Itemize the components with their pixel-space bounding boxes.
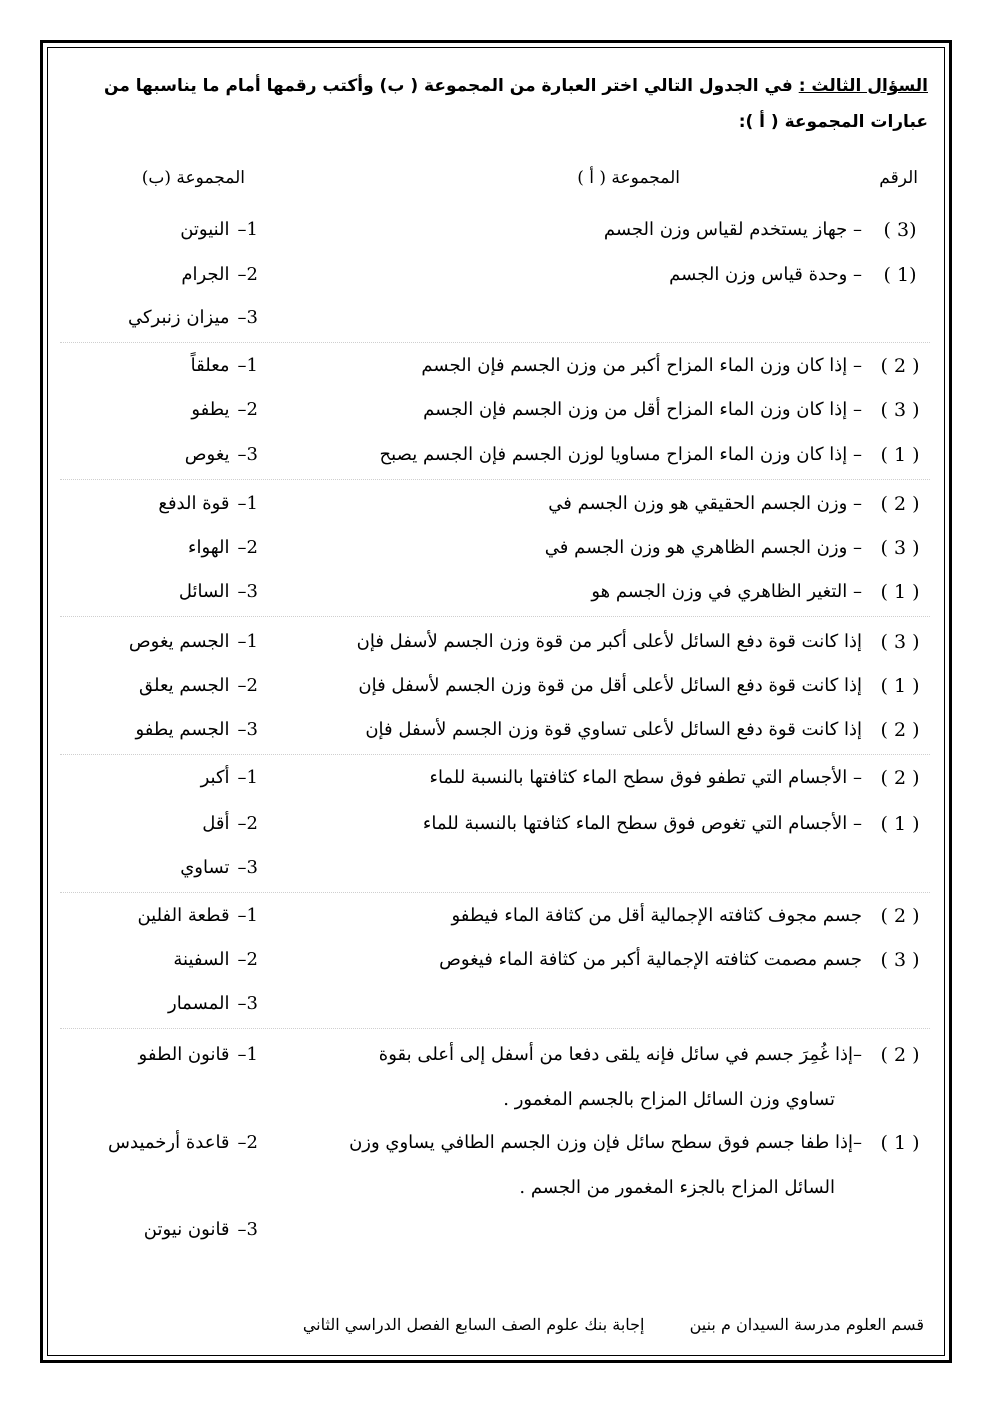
option-b [188,526,258,570]
option-b [144,1208,258,1252]
option-b-text: يغوص [184,444,230,465]
option-b [201,756,258,800]
option-b-text: قانون الطفو [138,1044,230,1065]
table-row [60,344,930,388]
option-b-number: 1– [237,219,258,240]
table-row [60,846,930,890]
statement-a: جسم مصمت كثافته الإجمالية أكبر من كثافة الماء فيغوص [439,949,862,970]
option-b-number: 3– [237,719,258,740]
group-divider [60,342,930,343]
option-b [173,938,258,982]
header-number: الرقم [879,168,918,188]
option-b-number: 3– [237,444,258,465]
group-divider [60,479,930,480]
answer-number: (1 ) [883,264,917,286]
option-b-text: يطفو [191,399,230,420]
option-b-number: 1– [237,1044,258,1065]
statement-a: – وزن الجسم الحقيقي هو وزن الجسم في [548,493,862,514]
option-b-number: 3– [237,307,258,328]
option-b-text: ميزان زنبركي [127,307,230,328]
option-b-number: 2– [237,399,258,420]
option-b [181,253,258,297]
option-b [191,344,258,388]
option-b-text: معلقاً [190,355,230,376]
statement-a: –إذا طفا جسم فوق سطح سائل فإن وزن الجسم الطافي يساوي وزن [349,1132,862,1153]
answer-number: ( 2 ) [880,355,920,377]
option-b-text: الجسم يطفو [135,719,230,740]
page-footer [303,1315,924,1334]
footer-department: قسم العلوم مدرسة السيدان م بنين [689,1315,924,1334]
option-b [202,802,258,846]
option-b [139,1033,258,1077]
question-label: السؤال الثالث : [798,76,928,96]
statement-a: – الأجسام التي تطفو فوق سطح الماء كثافتها بالنسبة للماء [429,767,862,788]
table-row [60,894,930,938]
answer-number: ( 2 ) [880,493,920,515]
option-b [108,1121,258,1165]
option-b-number: 1– [237,767,258,788]
group-divider [60,892,930,893]
option-b-text: المسمار [168,993,230,1014]
question-heading [58,68,930,140]
table-row [60,756,930,800]
option-b-number: 2– [237,949,258,970]
header-group-b: المجموعة (ب) [141,168,245,188]
answer-number: ( 2 ) [880,1044,920,1066]
answer-number: ( 1 ) [880,675,920,697]
answer-number: ( 1 ) [880,813,920,835]
group-divider [60,616,930,617]
option-b-number: 3– [237,1219,258,1240]
answer-number: ( 2 ) [880,905,920,927]
table-row [60,208,930,252]
table-row [60,570,930,614]
question-text-1: في الجدول التالي اختر العبارة من المجموعة ( ب) وأكتب رقمها أمام ما يناسبها من [104,76,793,96]
header-group-a: المجموعة ( أ ) [577,168,680,188]
statement-a: – التغير الظاهري في وزن الجسم هو [591,581,862,602]
group-divider [60,1028,930,1029]
option-b [180,846,258,890]
option-b-text: الهواء [188,537,230,558]
option-b [179,570,258,614]
table-row [60,388,930,432]
statement-a-continuation: تساوي وزن السائل المزاح بالجسم المغمور . [503,1089,835,1110]
statement-a: – إذا كان وزن الماء المزاح أكبر من وزن الجسم فإن الجسم [421,355,862,376]
option-b-number: 3– [237,857,258,878]
option-b [139,664,258,708]
option-b-text: أقل [202,813,230,834]
statement-a: – إذا كان وزن الماء المزاح أقل من وزن الجسم فإن الجسم [423,399,862,420]
statement-a: إذا كانت قوة دفع السائل لأعلى أكبر من قوة وزن الجسم لأسفل فإن [356,631,862,652]
statement-a-continuation: السائل المزاح بالجزء المغمور من الجسم . [519,1177,835,1198]
answer-number: ( 2 ) [880,719,920,741]
table-row [60,253,930,297]
table-row [60,1033,930,1077]
option-b [180,208,258,252]
option-b-number: 2– [237,264,258,285]
table-row [60,433,930,477]
table-row [60,708,930,752]
table-row [60,1208,930,1252]
statement-a: –إذا غُمِرَ جسم في سائل فإنه يلقى دفعا من أسفل إلى أعلى بقوة [378,1044,862,1065]
answer-number: ( 3 ) [880,631,920,653]
answer-number: ( 3 ) [880,399,920,421]
table-row [60,982,930,1026]
question-line-2: عبارات المجموعة ( أ ): [738,112,928,132]
option-b-number: 3– [237,581,258,602]
statement-a: – الأجسام التي تغوص فوق سطح الماء كثافتها بالنسبة للماء [422,813,862,834]
option-b-text: قوة الدفع [158,493,230,514]
option-b-number: 2– [237,813,258,834]
option-b-number: 1– [237,493,258,514]
answer-number: ( 2 ) [880,767,920,789]
option-b-text: الجرام [181,264,230,285]
table-row [60,620,930,664]
table-row [60,1121,930,1165]
option-b-text: الجسم يعلق [139,675,230,696]
table-row [60,296,930,340]
statement-a: – جهاز يستخدم لقياس وزن الجسم [603,219,862,240]
option-b-text: قانون نيوتن [143,1219,230,1240]
option-b [185,433,258,477]
option-b-text: قطعة الفلين [137,905,230,926]
option-b [136,708,259,752]
table-row [60,526,930,570]
option-b [137,894,258,938]
option-b [168,982,258,1026]
option-b-number: 1– [237,355,258,376]
answer-number: ( 1 ) [880,444,920,466]
statement-a: جسم مجوف كثافته الإجمالية أقل من كثافة الماء فيطفو [451,905,862,926]
statement-a: – وحدة قياس وزن الجسم [669,264,862,285]
option-b-text: قاعدة أرخميدس [108,1132,230,1153]
group-divider [60,754,930,755]
statement-a: إذا كانت قوة دفع السائل لأعلى تساوي قوة وزن الجسم لأسفل فإن [365,719,862,740]
answer-number: ( 1 ) [880,581,920,603]
option-b [128,296,258,340]
statement-a: – وزن الجسم الظاهري هو وزن الجسم في [544,537,862,558]
answer-number: ( 3 ) [880,949,920,971]
table-row [60,664,930,708]
option-b-number: 3– [237,993,258,1014]
answer-number: ( 1 ) [880,1132,920,1154]
footer-title: إجابة بنك علوم الصف السابع الفصل الدراسي الثاني [302,1315,645,1334]
option-b-text: الجسم يغوص [128,631,230,652]
question-line-1 [58,68,928,104]
table-row [60,482,930,526]
option-b-text: النيوتن [180,219,230,240]
answer-number: (3 ) [883,219,917,241]
option-b-text: السائل [178,581,230,602]
statement-a: – إذا كان وزن الماء المزاح مساويا لوزن الجسم فإن الجسم يصبح [379,444,862,465]
option-b-number: 2– [237,1132,258,1153]
option-b [129,620,258,664]
statement-a: إذا كانت قوة دفع السائل لأعلى أقل من قوة وزن الجسم لأسفل فإن [358,675,862,696]
option-b-number: 2– [237,675,258,696]
table-row [60,802,930,846]
option-b [191,388,258,432]
option-b-number: 1– [237,905,258,926]
option-b-text: أكبر [200,767,230,788]
table-row [60,938,930,982]
option-b [158,482,258,526]
answer-number: ( 3 ) [880,537,920,559]
option-b-number: 2– [237,537,258,558]
option-b-number: 1– [237,631,258,652]
option-b-text: تساوي [180,857,230,878]
option-b-text: السفينة [173,949,230,970]
worksheet [60,58,930,1348]
